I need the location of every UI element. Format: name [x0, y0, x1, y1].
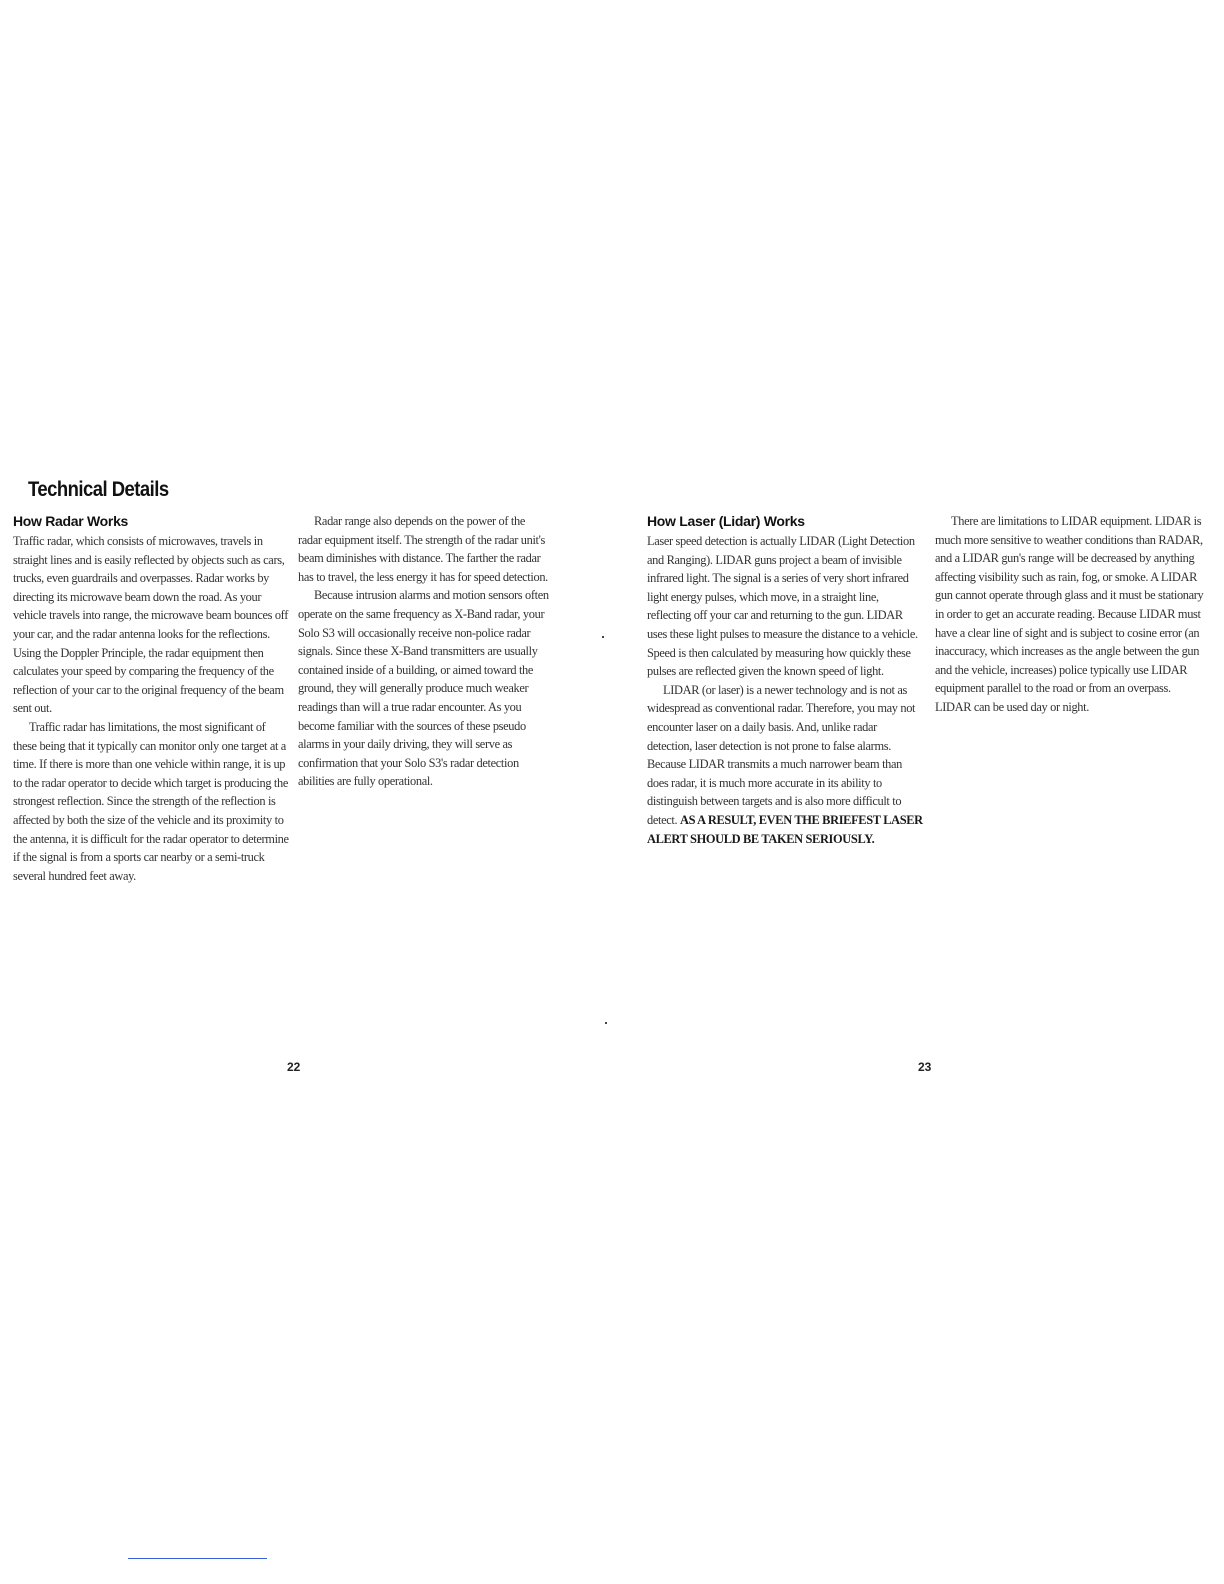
laser-heading: How Laser (Lidar) Works [647, 513, 805, 529]
scan-speck [602, 636, 604, 638]
page-number-left: 22 [287, 1060, 301, 1074]
radar-paragraph-4: Because intrusion alarms and motion sensors often operate on the same frequency as X-Band radar, your Solo S3 will occasionally receive non-police radar signals. Since these X-Band transmitters are usually contained inside of a building, or aimed toward the ground, they will generally produce much weaker readings than will a true radar encounter. As you become familiar with the sources of these pseudo alarms in your daily driving, they will serve as confirmation that your Solo S3's radar detection abilities are fully operational. [298, 588, 549, 789]
laser-paragraph-2 [647, 681, 923, 848]
radar-paragraph-3: Radar range also depends on the power of the radar equipment itself. The strength of the radar unit's beam diminishes with distance. The farther the radar has to travel, the less energy it has for speed detection. [298, 514, 548, 584]
radar-heading: How Radar Works [13, 513, 129, 529]
column-laser-1 [647, 512, 923, 848]
column-radar-1 [13, 512, 289, 885]
laser-paragraph-3: There are limitations to LIDAR equipment. LIDAR is much more sensitive to weather conditions than RADAR, and a LIDAR gun's range will be decreased by anything affecting visibility such as rain, fog, or smoke. A LIDAR gun cannot operate through glass and it must be stationary in order to get an accurate reading. Because LIDAR must have a clear line of sight and is subject to cosine error (an inaccuracy, which increases as the angle between the gun and the vehicle, increases) police typically use LIDAR equipment parallel to the road or from an overpass. LIDAR can be used day or night. [935, 514, 1204, 714]
column-laser-2 [935, 512, 1207, 717]
footer-rule [128, 1558, 267, 1559]
page-number-right: 23 [918, 1060, 932, 1074]
laser-paragraph-1: Laser speed detection is actually LIDAR (Light Detection and Ranging). LIDAR guns project a beam of invisible infrared light. The signal is a series of very short infrared light energy pulses, which move, in a straight line, reflecting off your car and returning to the gun. LIDAR uses these light pulses to measure the distance to a vehicle. Speed is then calculated by measuring how quickly these pulses are reflected given the known speed of light. [647, 534, 918, 679]
scan-speck [605, 1022, 607, 1024]
laser-warning: AS A RESULT, EVEN THE BRIEFEST LASER ALERT SHOULD BE TAKEN SERIOUSLY. [647, 812, 923, 846]
column-radar-2 [298, 512, 550, 791]
laser-paragraph-2-text: LIDAR (or laser) is a newer technology and is not as widespread as conventional radar. Therefore, you may not encounter laser on a daily basis. And, unlike radar detection, laser detection is not prone to false alarms. Because LIDAR transmits a much narrower beam than does radar, it is much more accurate in its ability to distinguish between targets and is also more difficult to detect. [647, 682, 916, 827]
radar-paragraph-1: Traffic radar, which consists of microwaves, travels in straight lines and is easily reflected by objects such as cars, trucks, even guardrails and overpasses. Radar works by directing its microwave beam down the road. As your vehicle travels into range, the microwave beam bounces off your car, and the radar antenna looks for the reflections. Using the Doppler Principle, the radar equipment then calculates your speed by comparing the frequency of the reflection of your car to the original frequency of the beam sent out. [13, 534, 289, 716]
radar-paragraph-2: Traffic radar has limitations, the most significant of these being that it typically can monitor only one target at a time. If there is more than one vehicle within range, it is up to the radar operator to decide which target is producing the strongest reflection. Since the strength of the reflection is affected by both the size of the vehicle and its proximity to the antenna, it is difficult for the radar operator to determine if the signal is from a sports car nearby or a semi-truck several hundred feet away. [13, 719, 289, 883]
page-title: Technical Details [28, 478, 169, 501]
